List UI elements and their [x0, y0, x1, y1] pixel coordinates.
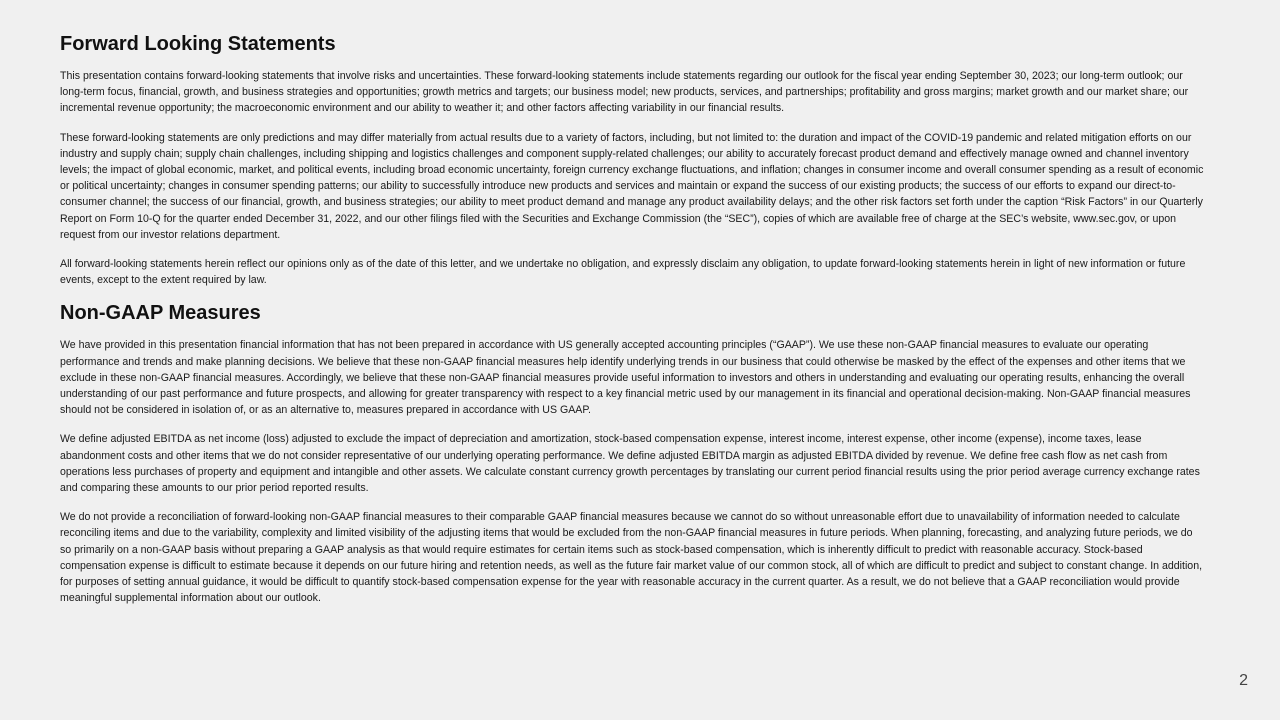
- forward-looking-paragraph-3: All forward-looking statements herein reflect our opinions only as of the date of this letter, and we undertake no obligation, and expressly disclaim any obligation, to update forward-looking statements herein in light of new information or future events, except to the extent required by law.: [60, 258, 1186, 287]
- page-number: 2: [1239, 672, 1248, 689]
- forward-looking-paragraph-2: These forward-looking statements are only predictions and may differ materially from actual results due to a variety of factors, including, but not limited to: the duration and impact of the COVID-19 pandemic and related mitigation efforts on our industry and supply chain; supply chain challenges, including shipping and logistics challenges and component supply-related challenges; our ability to accurately forecast product demand and effectively manage owned and channel inventory levels; the impact of global economic, market, and political events, including broad economic uncertainty, foreign currency exchange fluctuations, and inflation; changes in consumer income and overall consumer spending as a result of economic or political uncertainty; changes in consumer spending patterns; our ability to successfully introduce new products and services and maintain or expand the success of our existing products; the success of our efforts to expand our direct-to-consumer channel; the success of our financial, growth, and business strategies; our ability to meet product demand and manage any product availability delays; and the other risk factors set forth under the caption “Risk Factors” in our Quarterly Report on Form 10-Q for the quarter ended December 31, 2022, and our other filings filed with the Securities and Exchange Commission (the “SEC”), copies of which are available free of charge at the SEC’s website, www.sec.gov, or upon request from our investor relations department.: [60, 131, 1204, 241]
- non-gaap-heading: Non-GAAP Measures: [60, 302, 261, 325]
- forward-looking-heading: Forward Looking Statements: [60, 33, 336, 55]
- forward-looking-section: [60, 30, 1205, 288]
- non-gaap-paragraph-3: We do not provide a reconciliation of forward-looking non-GAAP financial measures to their comparable GAAP financial measures because we cannot do so without unreasonable effort due to unavailability of information needed to calculate reconciling items and due to the variability, complexity and limited visibility of the adjusting items that would be excluded from the non-GAAP financial measures in future periods. When planning, forecasting, and analyzing future periods, we do so primarily on a non-GAAP basis without preparing a GAAP analysis as that would require estimates for certain items such as stock-based compensation, which is inherently difficult to predict with reasonable accuracy. Stock-based compensation expense is difficult to estimate because it depends on our future hiring and retention needs, as well as the future fair market value of our common stock, all of which are difficult to predict and subject to constant change. In addition, for purposes of setting annual guidance, it would be difficult to quantify stock-based compensation expense for the year with reasonable accuracy in the current quarter. As a result, we do not believe that a GAAP reconciliation would provide meaningful supplemental information about our outlook.: [60, 511, 1203, 605]
- forward-looking-paragraph-1: This presentation contains forward-looking statements that involve risks and uncertainties. These forward-looking statements include statements regarding our outlook for the fiscal year ending September 30, 2023; our long-term outlook; our long-term focus, financial, growth, and business strategies and opportunities; growth metrics and targets; our business model; new products, services, and partnerships; profitability and gross margins; market growth and our market share; our incremental revenue opportunity; the macroeconomic environment and our ability to weather it; and other factors affecting variability in our financial results.: [60, 70, 1189, 115]
- non-gaap-paragraph-2: We define adjusted EBITDA as net income (loss) adjusted to exclude the impact of depreciation and amortization, stock-based compensation expense, interest income, interest expense, other income (expense), income taxes, lease abandonment costs and other items that we do not consider representative of our underlying operating performance. We define adjusted EBITDA margin as adjusted EBITDA divided by revenue. We define free cash flow as net cash from operations less purchases of property and equipment and intangible and other assets. We calculate constant currency growth percentages by translating our current period financial results using the prior period average currency exchange rates and comparing these amounts to our prior period reported results.: [60, 433, 1200, 495]
- non-gaap-paragraph-1: We have provided in this presentation financial information that has not been prepared in accordance with US generally accepted accounting principles (“GAAP”). We use these non-GAAP financial measures to evaluate our operating performance and trends and make planning decisions. We believe that these non-GAAP financial measures help identify underlying trends in our business that could otherwise be masked by the effect of the expenses and other items that we exclude in these non-GAAP financial measures. Accordingly, we believe that these non-GAAP financial measures provide useful information to investors and others in understanding and evaluating our operating results, enhancing the overall understanding of our past performance and future prospects, and allowing for greater transparency with respect to a key financial metric used by our management in its financial and operational decision-making. Non-GAAP financial measures should not be considered in isolation of, or as an alternative to, measures prepared in accordance with US GAAP.: [60, 339, 1191, 417]
- slide-content: [60, 30, 1205, 606]
- non-gaap-section: [60, 299, 1205, 606]
